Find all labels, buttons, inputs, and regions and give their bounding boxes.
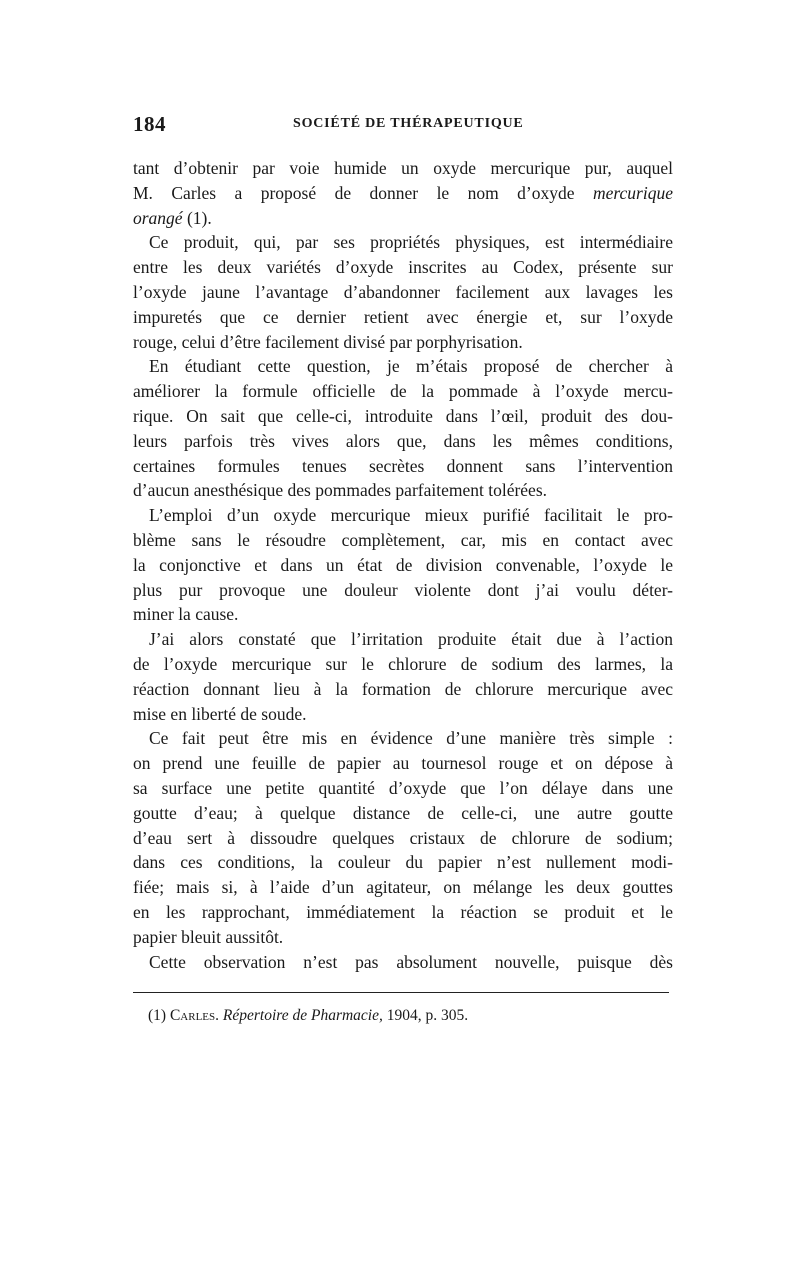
text-line: en les rapprochant, immédiatement la réaction se produit et le bbox=[133, 901, 673, 922]
text-line: certaines formules tenues secrètes donnent sans l’intervention bbox=[133, 455, 673, 476]
paragraph-start: L’emploi d’un oxyde mercurique mieux purifié facilitait le pro- bbox=[149, 505, 673, 526]
footnote-title: Répertoire de Pharmacie, bbox=[222, 1007, 383, 1024]
text-line: d’aucun anesthésique des pommades parfaitement tolérées. bbox=[133, 480, 548, 501]
paragraph-start: Ce fait peut être mis en évidence d’une manière très simple : bbox=[149, 728, 673, 749]
text-line: on prend une feuille de papier au tournesol rouge et on dépose à bbox=[133, 753, 673, 774]
text-line: impuretés que ce dernier retient avec énergie et, sur l’oxyde bbox=[133, 306, 673, 327]
running-head: SOCIÉTÉ DE THÉRAPEUTIQUE bbox=[293, 116, 524, 131]
text-line: sa surface une petite quantité d’oxyde que l’on délaye dans une bbox=[133, 777, 673, 798]
text-line: rique. On sait que celle-ci, introduite dans l’œil, produit des dou- bbox=[133, 405, 673, 426]
page-number: 184 bbox=[133, 112, 166, 136]
text-line: tant d’obtenir par voie humide un oxyde mercurique pur, auquel bbox=[133, 158, 673, 178]
text-line: réaction donnant lieu à la formation de chlorure mercurique avec bbox=[133, 678, 673, 699]
text-line bbox=[133, 181, 673, 206]
italic-run: mercurique bbox=[592, 182, 673, 203]
text-line: goutte d’eau; à quelque distance de celle-ci, une autre goutte bbox=[133, 802, 673, 823]
text-line: dans ces conditions, la couleur du papier n’est nullement modi- bbox=[133, 852, 673, 873]
paragraph-start: J’ai alors constaté que l’irritation produite était due à l’action bbox=[149, 629, 673, 650]
paragraph-start: Ce produit, qui, par ses propriétés physiques, est intermédiaire bbox=[149, 232, 673, 253]
page-header bbox=[133, 112, 673, 138]
text-line: rouge, celui d’être facilement divisé par porphyrisation. bbox=[133, 331, 523, 352]
text-line: d’eau sert à dissoudre quelques cristaux de chlorure de sodium; bbox=[133, 827, 673, 848]
text-run: M. Carles a proposé de donner le nom d’oxyde bbox=[133, 182, 593, 203]
italic-run: orangé bbox=[133, 207, 183, 228]
footnote-divider bbox=[133, 992, 669, 993]
footnote-author: Carles. bbox=[169, 1007, 220, 1024]
text-line bbox=[133, 206, 673, 231]
text-line: plus pur provoque une douleur violente dont j’ai voulu déter- bbox=[133, 579, 673, 600]
text-line: papier bleuit aussitôt. bbox=[133, 926, 284, 947]
footnote-ref: (1). bbox=[182, 207, 212, 228]
text-line: leurs parfois très vives alors que, dans les mêmes conditions, bbox=[133, 430, 673, 451]
text-line: mise en liberté de soude. bbox=[133, 703, 307, 724]
body-text bbox=[133, 156, 673, 974]
footnote-citation: 1904, p. 305. bbox=[382, 1007, 469, 1024]
text-line: de l’oxyde mercurique sur le chlorure de sodium des larmes, la bbox=[133, 653, 673, 674]
text-line: miner la cause. bbox=[133, 604, 239, 625]
paragraph-start: En étudiant cette question, je m’étais proposé de chercher à bbox=[149, 356, 673, 377]
text-line: la conjonctive et dans un état de division convenable, l’oxyde le bbox=[133, 554, 673, 575]
text-line: fiée; mais si, à l’aide d’un agitateur, on mélange les deux gouttes bbox=[133, 877, 673, 898]
footnote-marker: (1) bbox=[148, 1007, 170, 1024]
footnote bbox=[148, 1005, 468, 1027]
text-line: blème sans le résoudre complètement, car, mis en contact avec bbox=[133, 529, 673, 550]
text-line: l’oxyde jaune l’avantage d’abandonner facilement aux lavages les bbox=[133, 281, 673, 302]
paragraph-start: Cette observation n’est pas absolument nouvelle, puisque dès bbox=[149, 951, 673, 972]
text-line: entre les deux variétés d’oxyde inscrites au Codex, présente sur bbox=[133, 257, 673, 278]
text-line: améliorer la formule officielle de la pommade à l’oxyde mercu- bbox=[133, 381, 673, 402]
